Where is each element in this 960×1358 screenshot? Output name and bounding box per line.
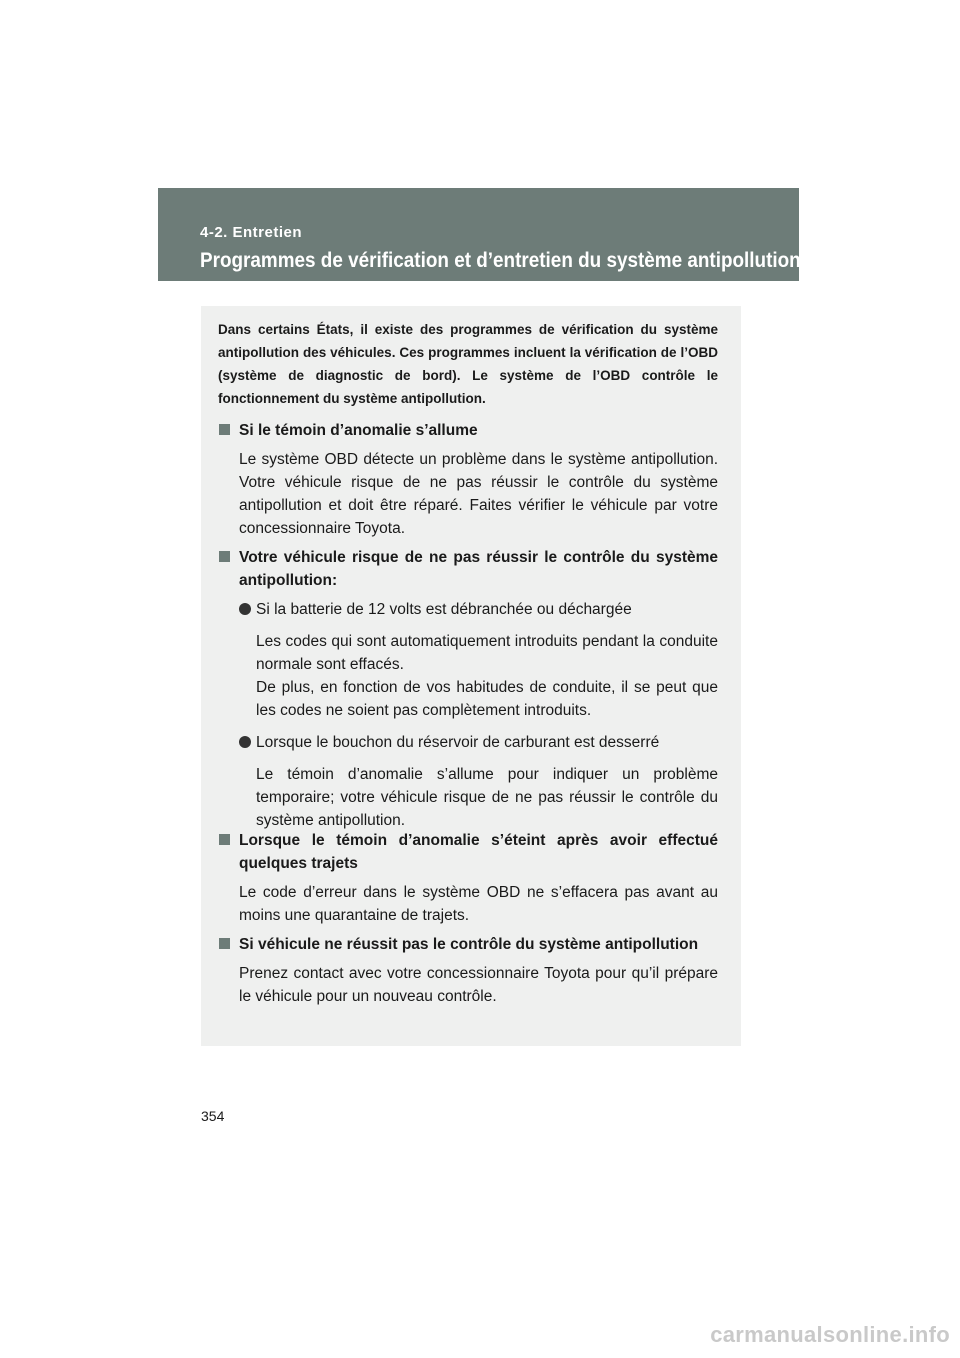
bullet-label: Lorsque le bouchon du réservoir de carburant est desserré [256, 734, 660, 751]
content-box [201, 306, 741, 1046]
chapter-header [158, 188, 799, 281]
section-light-off-after-trips [218, 829, 718, 927]
section-heading [218, 546, 718, 592]
bullet-text: De plus, en fonction de vos habitudes de conduite, il se peut que les codes ne soient pas complètement introduits. [256, 679, 718, 719]
page-number: 354 [201, 1108, 225, 1124]
bullet-text: Le témoin d’anomalie s’allume pour indiquer un problème temporaire; votre véhicule risque de ne pas réussir le contrôle du système antipollution. [256, 766, 718, 829]
round-bullet-icon [239, 603, 251, 615]
intro-paragraph: Dans certains États, il existe des programmes de vérification du système antipollution des véhicules. Ces programmes incluent la vérification de l’OBD (système de diagnostic de bord). Le système de l’OBD contrôle le fonctionnement du système antipollution. [218, 322, 718, 406]
section-heading [218, 419, 718, 442]
bullet-body [218, 630, 718, 722]
square-bullet-icon [219, 834, 230, 845]
section-heading-text: Votre véhicule risque de ne pas réussir le contrôle du système antipollution: [239, 549, 718, 589]
section-body: Le système OBD détecte un problème dans le système antipollution. Votre véhicule risque de ne pas réussir le contrôle du système antipollution et doit être réparé. Faites vérifier le véhicule par votre concessionnaire Toyota. [239, 451, 718, 537]
section-heading [218, 829, 718, 875]
section-heading-text: Si véhicule ne réussit pas le contrôle du système antipollution [239, 936, 699, 953]
round-bullet-icon [239, 736, 251, 748]
section-malfunction-light-on [218, 419, 718, 540]
section-body: Prenez contact avec votre concessionnaire Toyota pour qu’il prépare le véhicule pour un nouveau contrôle. [239, 965, 718, 1005]
bullet-text: Les codes qui sont automatiquement introduits pendant la conduite normale sont effacés. [256, 633, 718, 673]
section-heading-text: Si le témoin d’anomalie s’allume [239, 422, 478, 439]
square-bullet-icon [219, 551, 230, 562]
section-label: 4-2. Entretien [200, 224, 303, 241]
section-heading-text: Lorsque le témoin d’anomalie s’éteint après avoir effectué quelques trajets [239, 832, 718, 872]
section-heading [218, 933, 718, 956]
bullet-item [218, 598, 718, 621]
bullet-label: Si la batterie de 12 volts est débranchée ou déchargée [256, 601, 632, 618]
section-failed-inspection [218, 933, 718, 1008]
square-bullet-icon [219, 938, 230, 949]
watermark: carmanualsonline.info [710, 1322, 950, 1347]
bullet-item [218, 731, 718, 754]
bullet-body [218, 763, 718, 832]
section-may-fail-inspection [218, 546, 718, 832]
page-title: Programmes de vérification et d’entretien du système antipollution [200, 249, 801, 272]
section-body: Le code d’erreur dans le système OBD ne s’effacera pas avant au moins une quarantaine de trajets. [239, 884, 718, 924]
square-bullet-icon [219, 424, 230, 435]
